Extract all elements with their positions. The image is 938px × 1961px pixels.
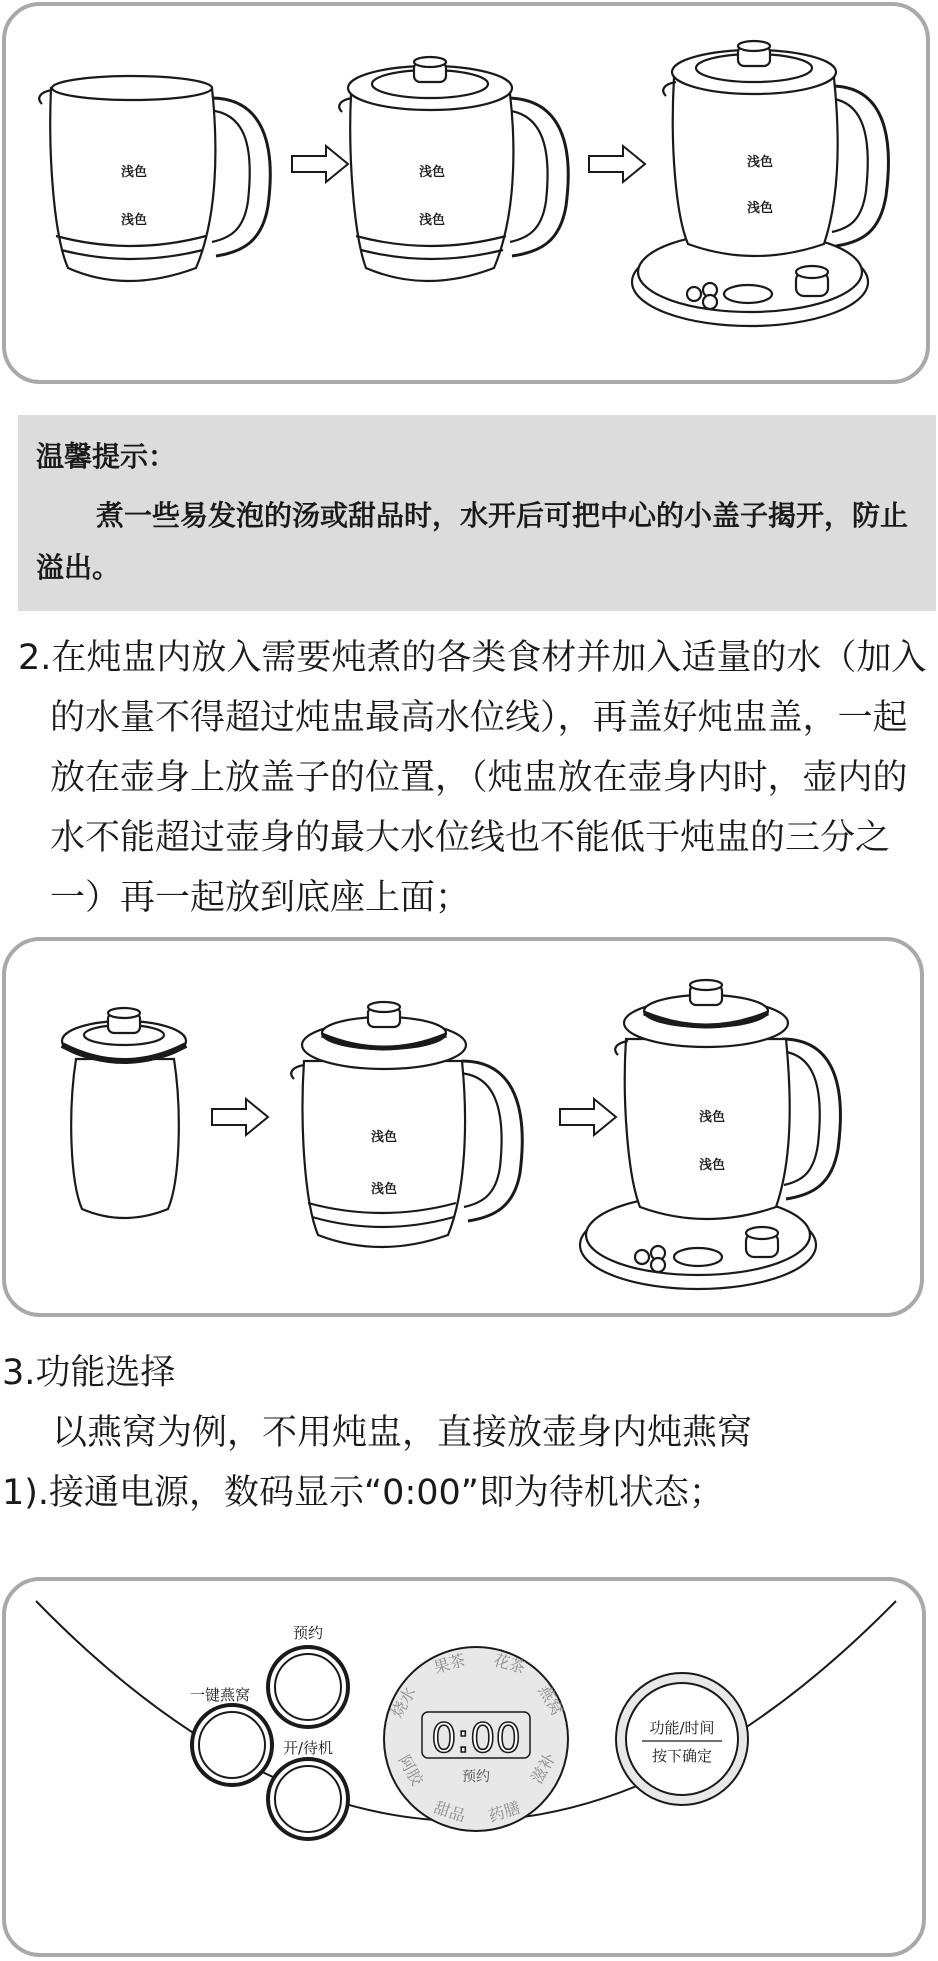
display-reserve-label: 预约 [462,1769,490,1785]
kettle-mark-lower: 浅色 [698,1158,726,1173]
kettle-with-pot-drawing [291,1002,522,1247]
step-3-1-instruction: 1).接通电源，数码显示“0:00”即为待机状态； [2,1473,724,1513]
kettle-open-drawing [39,76,270,281]
start-standby-button[interactable] [268,1759,348,1839]
kettle-with-pot-on-base-drawing [580,980,840,1289]
kettle-assembly-illustration [6,6,926,380]
kettle-on-base-drawing [632,41,888,326]
kettle-mark-upper: 浅色 [120,165,148,180]
kettle-mark-lower: 浅色 [746,201,774,216]
arrow-right-icon [212,1099,268,1135]
kettle-mark-upper: 浅色 [418,165,446,180]
arrow-right-icon [560,1099,616,1135]
mode-label-flower-tea: 花茶 [491,1650,528,1678]
step-2-instruction: 2.在炖盅内放入需要炖煮的各类食材并加入适量的水（加入的水量不得超过炖盅最高水位线），再盖好炖盅盖，一起放在壶身上放盖子的位置，（炖盅放在壶身内时，壶内的水不能超过壶身的最大水位线也不能低于炖盅的三分之一）再一起放到底座上面； [18,638,927,918]
illustration-panel-lid-assembly [2,2,930,384]
kettle-mark-upper: 浅色 [698,1110,726,1125]
kettle-mark-lower: 浅色 [120,213,148,228]
mode-label-boil-water: 烧水 [387,1683,420,1721]
digital-display [384,1647,568,1831]
step-3-title: 3.功能选择 [2,1353,176,1393]
reserve-button[interactable] [268,1647,348,1727]
bird-nest-button-label: 一键燕窝 [189,1686,251,1704]
warm-tip-heading: 温馨提示： [36,440,177,473]
reserve-button-label: 预约 [292,1624,324,1642]
stew-pot-assembly-illustration [6,941,920,1313]
arrow-right-icon [292,146,348,182]
kettle-mark-lower: 浅色 [418,213,446,228]
arrow-right-icon [589,146,645,182]
mode-label-medicinal-diet: 药膳 [486,1797,523,1826]
mode-label-donkey-glue: 阿胶 [394,1751,427,1789]
function-knob-label-bottom: 按下确定 [651,1747,713,1765]
kettle-lidded-drawing [339,57,568,281]
step-3-intro: 以燕窝为例，不用炖盅，直接放壶身内炖燕窝 [52,1413,753,1453]
kettle-mark-lower: 浅色 [370,1182,398,1197]
display-time: 0:00 [431,1716,521,1762]
illustration-panel-stew-pot [2,937,924,1317]
stew-pot-drawing [62,1008,186,1218]
mode-label-bird-nest: 燕窝 [534,1681,567,1719]
start-standby-button-label: 开/待机 [282,1739,334,1757]
control-panel-illustration [2,1577,926,1957]
mode-label-tonic: 滋补 [527,1749,560,1787]
mode-label-fruit-tea: 果茶 [431,1650,468,1678]
kettle-mark-upper: 浅色 [746,155,774,170]
function-knob-label-top: 功能/时间 [649,1719,715,1737]
mode-label-dessert: 甜品 [431,1797,468,1826]
control-panel-drawing [6,1581,922,1953]
warm-tip-text: 煮一些易发泡的汤或甜品时，水开后可把中心的小盖子揭开，防止溢出。 [36,499,909,584]
bird-nest-button[interactable] [192,1705,272,1785]
warm-tip-box [18,415,936,611]
kettle-mark-upper: 浅色 [370,1130,398,1145]
function-time-knob[interactable] [616,1673,748,1805]
